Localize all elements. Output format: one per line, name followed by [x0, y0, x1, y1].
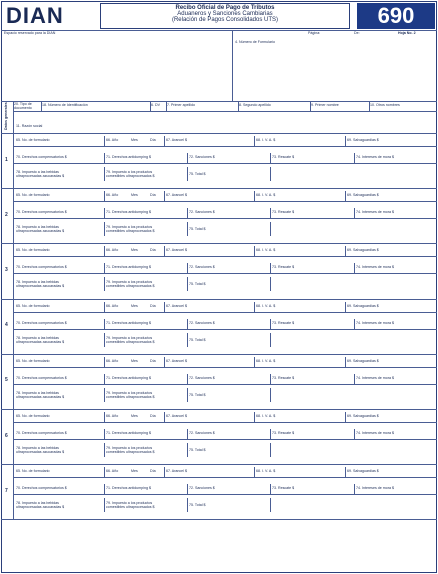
field-72-label: 72. Sanciones $	[189, 431, 215, 435]
divider	[164, 191, 165, 201]
field-75-label: 75. Total $	[189, 172, 206, 176]
field-66-mes-label: Mes	[131, 138, 138, 142]
dv-label: 6. DV	[151, 103, 160, 107]
divider	[270, 443, 271, 457]
divider	[345, 191, 346, 201]
divider	[354, 484, 355, 494]
divider	[104, 412, 105, 422]
divider	[104, 191, 105, 201]
divider	[104, 467, 105, 477]
field-70-label: 70. Derechos compensatorios $	[16, 210, 67, 215]
field-72-label: 72. Sanciones $	[189, 486, 215, 491]
field-73-label: 73. Rescate $	[272, 375, 295, 380]
field-74-label: 74. Intereses de mora $	[356, 486, 394, 491]
field-66-dia-label: Día	[150, 248, 156, 253]
divider	[164, 357, 165, 367]
divider	[354, 429, 355, 439]
field-65-label: 65. No. de formulario	[16, 303, 50, 308]
divider	[270, 263, 271, 273]
divider	[187, 374, 188, 384]
field-66-mes-label: Mes	[131, 193, 138, 198]
field-78-label-1: 78. Impuesto a las bebidas	[16, 390, 59, 395]
divider	[13, 133, 14, 188]
divider	[13, 409, 14, 464]
divider	[104, 319, 105, 329]
divider	[270, 319, 271, 329]
field-78-label-2: ultraprocesadas azucaradas $	[16, 339, 65, 344]
field-68-label: 68. I. V. A. $	[256, 469, 276, 474]
field-65-label: 65. No. de formulario	[16, 414, 50, 418]
field-73-label: 73. Rescate $	[272, 265, 295, 270]
field-69-label: 69. Salvaguardias $	[347, 138, 379, 142]
field-66-ano-label: 66. Año	[106, 193, 119, 198]
field-70-label: 70. Derechos compensatorios $	[16, 155, 67, 159]
razon-social-label: 11. Razón social	[16, 124, 43, 128]
row-number: 5	[5, 377, 8, 384]
segundo-apellido-label: 8. Segundo apellido	[239, 103, 271, 107]
title-line-1: Recibo Oficial de Pago de Tributos	[175, 5, 275, 11]
field-75-label: 75. Total $	[189, 448, 206, 452]
reserved-label: Espacio reservado para la DIAN	[4, 31, 56, 35]
field-67-label: 67. Arancel $	[166, 469, 187, 474]
divider	[164, 246, 165, 256]
field-71-label: 71. Derechos antidumping $	[106, 265, 151, 270]
field-71-label: 71. Derechos antidumping $	[106, 320, 151, 325]
field-74-label: 74. Intereses de mora $	[356, 320, 394, 325]
divider	[13, 312, 437, 313]
datos-side-label: Datos generales	[4, 102, 8, 130]
field-74-label: 74. Intereses de mora $	[356, 265, 394, 270]
divider	[270, 208, 271, 218]
title-line-2: Aduaneros y Sanciones Cambiarias	[177, 11, 273, 17]
field-79-label-2: comestibles ultraprocesados $	[106, 229, 155, 234]
field-71-label: 71. Derechos antidumping $	[106, 486, 151, 491]
field-73-label: 73. Rescate $	[272, 431, 295, 435]
divider	[1, 409, 437, 410]
divider	[345, 357, 346, 367]
divider	[354, 263, 355, 273]
divider	[187, 388, 188, 402]
field-78-label-1: 78. Impuesto a las bebidas	[16, 280, 59, 285]
divider	[164, 302, 165, 312]
field-70-label: 70. Derechos compensatorios $	[16, 265, 67, 270]
field-72-label: 72. Sanciones $	[189, 320, 215, 325]
divider	[13, 422, 437, 423]
formulario-label: 4. Número de Formulario	[235, 40, 275, 44]
field-78-label-2: ultraprocesadas azucaradas $	[16, 229, 65, 234]
field-66-mes-label: Mes	[131, 358, 138, 363]
divider	[13, 477, 437, 478]
field-73-label: 73. Rescate $	[272, 210, 295, 215]
field-70-label: 70. Derechos compensatorios $	[16, 431, 67, 435]
divider	[104, 136, 105, 146]
divider	[104, 333, 105, 347]
divider	[104, 153, 105, 163]
field-78-label-1: 78. Impuesto a las bebidas	[16, 335, 59, 340]
row-number: 6	[5, 432, 8, 439]
field-66-dia-label: Día	[150, 138, 156, 142]
divider	[187, 429, 188, 439]
tipo-doc-label: 20. Tipo de documento	[14, 102, 32, 110]
divider	[13, 111, 437, 112]
field-69-label: 69. Salvaguardias $	[347, 193, 379, 198]
divider	[1, 354, 437, 355]
form-number: 690	[357, 3, 435, 29]
divider	[270, 498, 271, 512]
field-71-label: 71. Derechos antidumping $	[106, 375, 151, 380]
field-68-label: 68. I. V. A. $	[256, 414, 276, 418]
divider	[104, 388, 105, 402]
divider	[104, 222, 105, 236]
divider	[13, 494, 437, 495]
field-66-ano-label: 66. Año	[106, 248, 119, 253]
field-69-label: 69. Salvaguardias $	[347, 414, 379, 418]
field-70-label: 70. Derechos compensatorios $	[16, 375, 67, 380]
divider	[13, 163, 437, 164]
field-66-dia-label: Día	[150, 358, 156, 363]
field-79-label-2: comestibles ultraprocesados $	[106, 174, 155, 178]
divider	[354, 153, 355, 163]
divider	[1, 188, 437, 189]
row-number: 7	[5, 487, 8, 494]
divider	[187, 263, 188, 273]
field-79-label-1: 79. Impuesto a los productos	[106, 390, 153, 395]
divider	[187, 153, 188, 163]
divider	[187, 208, 188, 218]
field-66-dia-label: Día	[150, 414, 156, 418]
field-66-ano-label: 66. Año	[106, 469, 119, 474]
field-75-label: 75. Total $	[189, 392, 206, 397]
field-72-label: 72. Sanciones $	[189, 155, 215, 159]
divider	[187, 319, 188, 329]
row-number: 4	[5, 322, 8, 329]
divider	[13, 329, 437, 330]
field-79-label-1: 79. Impuesto a los productos	[106, 280, 153, 285]
divider	[345, 412, 346, 422]
field-78-label-1: 78. Impuesto a las bebidas	[16, 446, 59, 450]
divider	[345, 302, 346, 312]
field-79-label-2: comestibles ultraprocesados $	[106, 505, 155, 510]
field-67-label: 67. Arancel $	[166, 358, 187, 363]
divider	[270, 333, 271, 347]
num-id-label: 18. Número de Identificación	[42, 103, 88, 107]
field-78-label-1: 78. Impuesto a las bebidas	[16, 225, 59, 230]
field-73-label: 73. Rescate $	[272, 155, 295, 159]
divider	[104, 484, 105, 494]
divider	[1, 299, 437, 300]
divider	[164, 136, 165, 146]
field-65-label: 65. No. de formulario	[16, 138, 50, 142]
field-79-label-1: 79. Impuesto a los productos	[106, 446, 153, 450]
divider	[104, 357, 105, 367]
field-68-label: 68. I. V. A. $	[256, 303, 276, 308]
field-78-label-2: ultraprocesadas azucaradas $	[16, 174, 65, 178]
field-65-label: 65. No. de formulario	[16, 248, 50, 253]
field-66-mes-label: Mes	[131, 248, 138, 253]
hoja-label: Hoja No. 2	[398, 31, 416, 35]
divider	[254, 357, 255, 367]
divider	[270, 429, 271, 439]
field-71-label: 71. Derechos antidumping $	[106, 431, 151, 435]
divider	[13, 218, 437, 219]
field-69-label: 69. Salvaguardias $	[347, 303, 379, 308]
divider	[13, 367, 437, 368]
field-79-label-2: comestibles ultraprocesados $	[106, 284, 155, 289]
field-72-label: 72. Sanciones $	[189, 210, 215, 215]
divider	[187, 443, 188, 457]
divider	[104, 429, 105, 439]
field-78-label-2: ultraprocesadas azucaradas $	[16, 450, 65, 454]
divider	[1, 464, 437, 465]
field-74-label: 74. Intereses de mora $	[356, 155, 394, 159]
divider	[232, 30, 233, 101]
divider	[345, 246, 346, 256]
field-70-label: 70. Derechos compensatorios $	[16, 486, 67, 491]
divider	[13, 299, 14, 354]
field-79-label-1: 79. Impuesto a los productos	[106, 225, 153, 230]
divider	[254, 467, 255, 477]
field-79-label-2: comestibles ultraprocesados $	[106, 339, 155, 344]
divider	[270, 374, 271, 384]
field-78-label-2: ultraprocesadas azucaradas $	[16, 505, 65, 510]
field-71-label: 71. Derechos antidumping $	[106, 210, 151, 215]
field-66-ano-label: 66. Año	[106, 358, 119, 363]
field-72-label: 72. Sanciones $	[189, 375, 215, 380]
divider	[1, 243, 437, 244]
divider	[13, 188, 14, 243]
otros-nombres-label: 10. Otros nombres	[370, 103, 400, 107]
divider	[104, 167, 105, 181]
divider	[104, 302, 105, 312]
field-66-mes-label: Mes	[131, 303, 138, 308]
divider	[1, 519, 437, 520]
field-66-ano-label: 66. Año	[106, 414, 119, 418]
field-66-ano-label: 66. Año	[106, 138, 119, 142]
divider	[270, 388, 271, 402]
field-65-label: 65. No. de formulario	[16, 358, 50, 363]
field-66-dia-label: Día	[150, 303, 156, 308]
divider	[104, 498, 105, 512]
divider	[254, 191, 255, 201]
field-78-label-1: 78. Impuesto a las bebidas	[16, 170, 59, 174]
field-79-label-1: 79. Impuesto a los productos	[106, 501, 153, 506]
divider	[104, 208, 105, 218]
field-78-label-1: 78. Impuesto a las bebidas	[16, 501, 59, 506]
primer-nombre-label: 9. Primer nombre	[311, 103, 339, 107]
dian-logo	[6, 3, 86, 27]
divider	[164, 412, 165, 422]
divider	[104, 374, 105, 384]
primer-apellido-label: 7. Primer apellido	[167, 103, 195, 107]
field-79-label-1: 79. Impuesto a los productos	[106, 335, 153, 340]
divider	[354, 374, 355, 384]
field-66-ano-label: 66. Año	[106, 303, 119, 308]
field-73-label: 73. Rescate $	[272, 320, 295, 325]
divider	[1, 133, 437, 134]
divider	[104, 246, 105, 256]
divider	[187, 333, 188, 347]
de-label: De:	[354, 31, 360, 35]
field-68-label: 68. I. V. A. $	[256, 358, 276, 363]
field-65-label: 65. No. de formulario	[16, 469, 50, 474]
row-number: 3	[5, 267, 8, 273]
divider	[345, 136, 346, 146]
divider	[104, 263, 105, 273]
divider	[270, 222, 271, 236]
divider	[13, 384, 437, 385]
field-69-label: 69. Salvaguardias $	[347, 358, 379, 363]
divider	[187, 277, 188, 291]
divider	[187, 222, 188, 236]
divider	[13, 201, 437, 202]
divider	[187, 498, 188, 512]
divider	[13, 273, 437, 274]
field-75-label: 75. Total $	[189, 337, 206, 342]
field-75-label: 75. Total $	[189, 503, 206, 508]
field-66-dia-label: Día	[150, 193, 156, 198]
field-66-mes-label: Mes	[131, 414, 138, 418]
divider	[1, 30, 437, 31]
title-line-3: (Relación de Pagos Consolidados UTS)	[171, 17, 279, 23]
divider	[254, 246, 255, 256]
field-69-label: 69. Salvaguardias $	[347, 248, 379, 253]
divider	[354, 319, 355, 329]
divider	[270, 484, 271, 494]
divider	[345, 467, 346, 477]
field-70-label: 70. Derechos compensatorios $	[16, 320, 67, 325]
title-box	[100, 3, 350, 29]
divider	[270, 277, 271, 291]
field-67-label: 67. Arancel $	[166, 414, 187, 418]
field-71-label: 71. Derechos antidumping $	[106, 155, 151, 159]
divider	[270, 167, 271, 181]
field-72-label: 72. Sanciones $	[189, 265, 215, 270]
divider	[13, 256, 437, 257]
dian-logo-text: DIAN	[6, 3, 64, 28]
field-69-label: 69. Salvaguardias $	[347, 469, 379, 474]
field-74-label: 74. Intereses de mora $	[356, 210, 394, 215]
field-75-label: 75. Total $	[189, 282, 206, 287]
field-66-mes-label: Mes	[131, 469, 138, 474]
field-65-label: 65. No. de formulario	[16, 193, 50, 198]
field-78-label-2: ultraprocesadas azucaradas $	[16, 394, 65, 399]
field-67-label: 67. Arancel $	[166, 248, 187, 253]
pagina-label: Página:	[308, 31, 321, 35]
field-67-label: 67. Arancel $	[166, 193, 187, 198]
field-78-label-2: ultraprocesadas azucaradas $	[16, 284, 65, 289]
divider	[270, 153, 271, 163]
divider	[187, 484, 188, 494]
divider	[164, 467, 165, 477]
divider	[187, 167, 188, 181]
divider	[104, 443, 105, 457]
divider	[254, 136, 255, 146]
divider	[13, 354, 14, 409]
field-67-label: 67. Arancel $	[166, 303, 187, 308]
field-79-label-2: comestibles ultraprocesados $	[106, 394, 155, 399]
divider	[1, 101, 437, 102]
field-66-dia-label: Día	[150, 469, 156, 474]
field-79-label-1: 79. Impuesto a los productos	[106, 170, 153, 174]
field-74-label: 74. Intereses de mora $	[356, 375, 394, 380]
divider	[13, 146, 437, 147]
field-68-label: 68. I. V. A. $	[256, 248, 276, 253]
field-68-label: 68. I. V. A. $	[256, 138, 276, 142]
divider	[13, 464, 14, 519]
divider	[254, 412, 255, 422]
divider	[13, 243, 14, 298]
field-79-label-2: comestibles ultraprocesados $	[106, 450, 155, 454]
field-68-label: 68. I. V. A. $	[256, 193, 276, 198]
field-67-label: 67. Arancel $	[166, 138, 187, 142]
divider	[254, 302, 255, 312]
divider	[13, 439, 437, 440]
divider	[104, 277, 105, 291]
divider	[354, 208, 355, 218]
field-75-label: 75. Total $	[189, 227, 206, 232]
field-74-label: 74. Intereses de mora $	[356, 431, 394, 435]
row-number: 2	[5, 211, 8, 218]
row-number: 1	[5, 156, 8, 163]
field-73-label: 73. Rescate $	[272, 486, 295, 491]
